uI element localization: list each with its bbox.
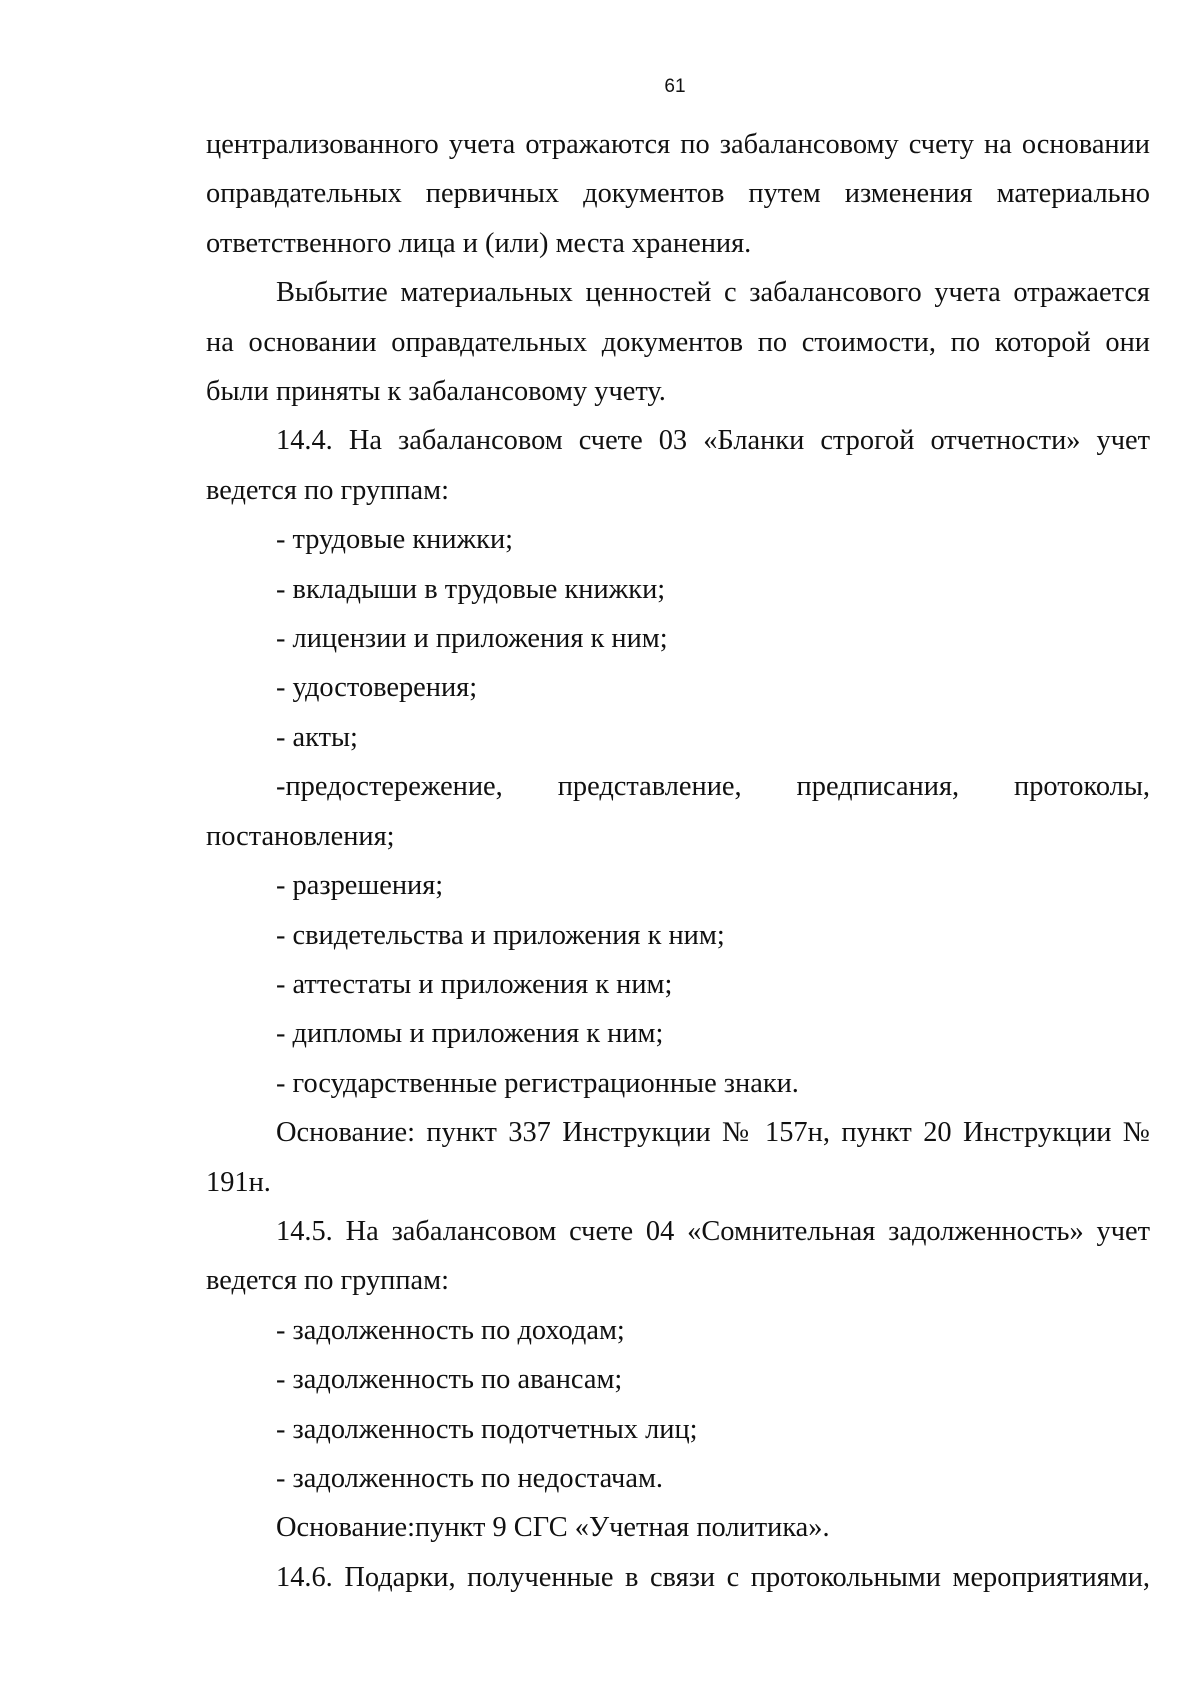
paragraph-basis-sgs: Основание:пункт 9 СГС «Учетная политика». bbox=[276, 1512, 830, 1544]
list-item: - трудовые книжки; bbox=[276, 524, 514, 556]
document-body bbox=[206, 120, 1150, 1602]
paragraph-14-5: 14.5. На забалансовом счете 04 «Сомнительная задолженность» учет ведется по группам: bbox=[206, 1215, 1150, 1297]
list-item: - задолженность по авансам; bbox=[276, 1364, 623, 1396]
list-item: - задолженность по недостачам. bbox=[276, 1462, 664, 1494]
list-item: - вкладыши в трудовые книжки; bbox=[276, 573, 666, 605]
page-number: 61 bbox=[664, 76, 686, 97]
list-item: - государственные регистрационные знаки. bbox=[276, 1067, 799, 1099]
list-item: - свидетельства и приложения к ним; bbox=[276, 919, 725, 951]
paragraph-disposal: Выбытие материальных ценностей с забалансового учета отражается на основании оправдательных документов по стоимости, по которой они были приняты к забалансовому учету. bbox=[206, 277, 1150, 408]
list-item: - удостоверения; bbox=[276, 672, 478, 704]
list-item: - задолженность по доходам; bbox=[276, 1314, 625, 1346]
paragraph-14-6: 14.6. Подарки, полученные в связи с протокольными мероприятиями, bbox=[276, 1561, 1150, 1593]
list-item: - лицензии и приложения к ним; bbox=[276, 623, 668, 655]
list-item: - задолженность подотчетных лиц; bbox=[276, 1413, 698, 1445]
list-item: - дипломы и приложения к ним; bbox=[276, 1018, 664, 1050]
paragraph-14-4: 14.4. На забалансовом счете 03 «Бланки строгой отчетности» учет ведется по группам: bbox=[206, 425, 1150, 506]
list-item: - разрешения; bbox=[276, 870, 444, 902]
list-item-justified: -предостережение, представление, предписания, протоколы, постановления; bbox=[206, 771, 1150, 852]
list-item: - аттестаты и приложения к ним; bbox=[276, 968, 673, 1000]
paragraph-basis-157n: Основание: пункт 337 Инструкции № 157н, пункт 20 Инструкции № 191н. bbox=[206, 1117, 1150, 1198]
paragraph-accounting-continuation: централизованного учета отражаются по забалансовому счету на основании оправдательных первичных документов путем изменения материально ответственного лица и (или) места хранения. bbox=[206, 129, 1150, 259]
list-item: - акты; bbox=[276, 721, 358, 753]
